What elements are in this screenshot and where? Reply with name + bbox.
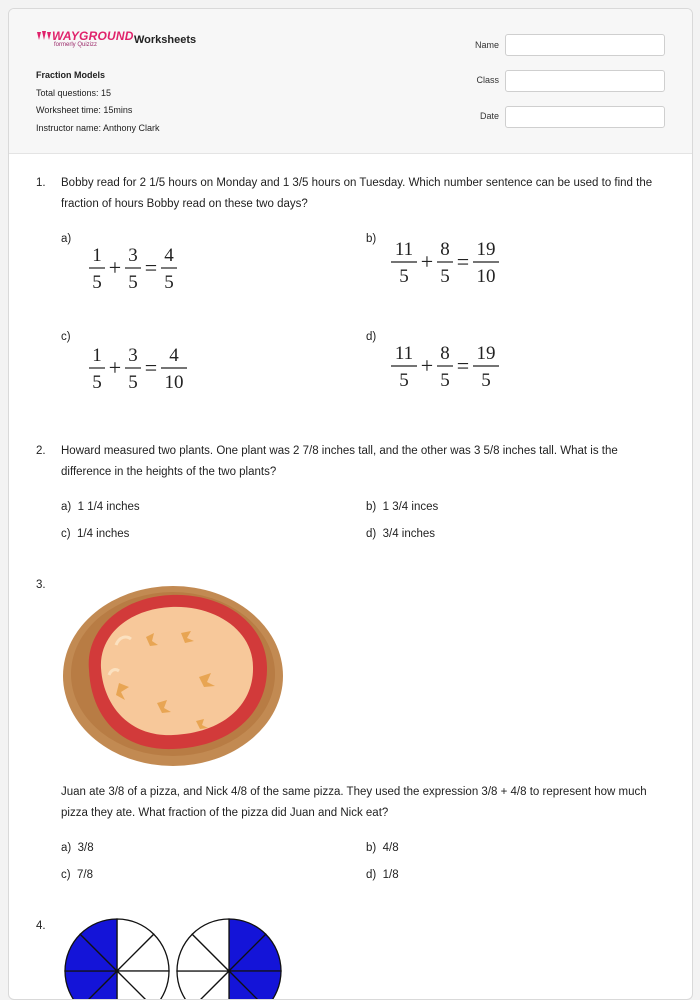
fraction-2-denominator: 5: [440, 266, 450, 287]
worksheets-label: Worksheets: [134, 34, 197, 46]
option-letter: d): [366, 869, 377, 881]
question-3-number: 3.: [36, 579, 46, 591]
date-field[interactable]: [505, 106, 665, 128]
q1-option-c-expression[interactable]: [87, 341, 227, 407]
q1-option-a-letter[interactable]: a): [61, 233, 72, 245]
q2-option-d[interactable]: [366, 528, 435, 540]
equals-sign: =: [456, 353, 470, 378]
q1-option-d-letter[interactable]: d): [366, 331, 377, 343]
brand-subtitle: formerly Quizizz: [54, 42, 98, 48]
fraction-3-denominator: 5: [164, 272, 174, 293]
option-label: 1/4 inches: [76, 528, 130, 540]
circle-model-right: [177, 919, 281, 1000]
circle-model-left: [65, 919, 169, 1000]
question-1-number: 1.: [36, 177, 46, 189]
q1-option-a-expression[interactable]: [87, 241, 227, 307]
q2-option-c[interactable]: [61, 528, 129, 540]
fraction-3-numerator: 19: [476, 343, 496, 364]
name-field[interactable]: [505, 34, 665, 56]
equals-sign: =: [144, 255, 158, 280]
worksheet-page: [8, 8, 693, 1000]
option-label: 7/8: [76, 869, 93, 881]
q1-option-c-letter[interactable]: c): [61, 331, 71, 343]
fraction-3-numerator: 4: [169, 345, 179, 366]
option-letter: d): [366, 528, 377, 540]
worksheet-time: Worksheet time: 15mins: [36, 105, 133, 115]
option-letter: a): [61, 501, 72, 513]
total-questions: Total questions: 15: [36, 87, 112, 98]
option-label: 4/8: [382, 842, 399, 854]
q3-option-d[interactable]: [366, 869, 399, 881]
plus-sign: +: [108, 255, 122, 280]
question-2-number: 2.: [36, 445, 46, 457]
fraction-3-denominator: 5: [481, 370, 491, 391]
option-label: 3/4 inches: [382, 528, 436, 540]
equals-sign: =: [456, 249, 470, 274]
fraction-1-denominator: 5: [92, 372, 102, 393]
fraction-2-numerator: 3: [128, 345, 138, 366]
fraction-1-denominator: 5: [399, 370, 409, 391]
option-letter: c): [61, 869, 71, 881]
fraction-3-denominator: 10: [164, 372, 184, 393]
fraction-1-numerator: 1: [92, 345, 102, 366]
plus-sign: +: [108, 355, 122, 380]
fraction-3-denominator: 10: [476, 266, 496, 287]
q2-option-a[interactable]: [61, 501, 140, 513]
option-letter: c): [61, 528, 71, 540]
option-letter: a): [61, 842, 72, 854]
q3-option-c[interactable]: [61, 869, 93, 881]
plus-sign: +: [420, 353, 434, 378]
fraction-2-numerator: 3: [128, 245, 138, 266]
fraction-2-denominator: 5: [128, 272, 138, 293]
plus-sign: +: [420, 249, 434, 274]
fraction-1-denominator: 5: [399, 266, 409, 287]
option-letter: b): [366, 842, 377, 854]
fraction-2-denominator: 5: [128, 372, 138, 393]
q1-option-d-expression[interactable]: [389, 339, 529, 405]
pizza-image: [61, 575, 285, 769]
fraction-3-numerator: 4: [164, 245, 174, 266]
instructor-name: Instructor name: Anthony Clark: [36, 122, 160, 133]
question-2-text: Howard measured two plants. One plant was 2 7/8 inches tall, and the other was 3 5/8 inches tall. What is the difference in the heights of the two plants?: [61, 445, 618, 478]
equals-sign: =: [144, 355, 158, 380]
question-3-text: Juan ate 3/8 of a pizza, and Nick 4/8 of the same pizza. They used the expression 3/8 + 4/8 to represent how much pizza they ate. What fraction of the pizza did Juan and Nick eat?: [61, 786, 647, 819]
brand-name: WAYGROUND: [52, 29, 134, 43]
question-1-text: Bobby read for 2 1/5 hours on Monday and 1 3/5 hours on Tuesday. Which number sentence can be used to find the fraction of hours Bobby read on these two days?: [61, 177, 653, 210]
fraction-1-numerator: 1: [92, 245, 102, 266]
worksheet-title: Fraction Models: [36, 70, 106, 80]
class-field[interactable]: [505, 70, 665, 92]
option-label: 1/8: [382, 869, 399, 881]
q1-option-b-letter[interactable]: b): [366, 233, 377, 245]
option-letter: b): [366, 501, 377, 513]
fraction-3-numerator: 19: [476, 239, 496, 260]
question-4-number: 4.: [36, 920, 46, 932]
option-label: 1 1/4 inches: [77, 501, 140, 513]
class-label: Class: [476, 75, 499, 85]
q2-option-b[interactable]: [366, 501, 438, 513]
brand-logo: [36, 29, 134, 48]
circle-models-image: [61, 913, 287, 1000]
fraction-2-numerator: 8: [440, 239, 450, 260]
fraction-1-numerator: 11: [394, 239, 414, 260]
fraction-1-denominator: 5: [92, 272, 102, 293]
option-label: 3/8: [77, 842, 94, 854]
worksheet-meta: [36, 67, 160, 137]
option-label: 1 3/4 inces: [382, 501, 439, 513]
q3-option-a[interactable]: [61, 842, 94, 854]
name-label: Name: [474, 40, 499, 50]
fraction-2-denominator: 5: [440, 370, 450, 391]
brand-mark-icon: [36, 30, 52, 42]
fraction-2-numerator: 8: [440, 343, 450, 364]
q3-option-b[interactable]: [366, 842, 399, 854]
date-label: Date: [479, 111, 499, 121]
q1-option-b-expression[interactable]: [389, 235, 529, 301]
fraction-1-numerator: 11: [394, 343, 414, 364]
worksheet-header: [9, 9, 692, 154]
